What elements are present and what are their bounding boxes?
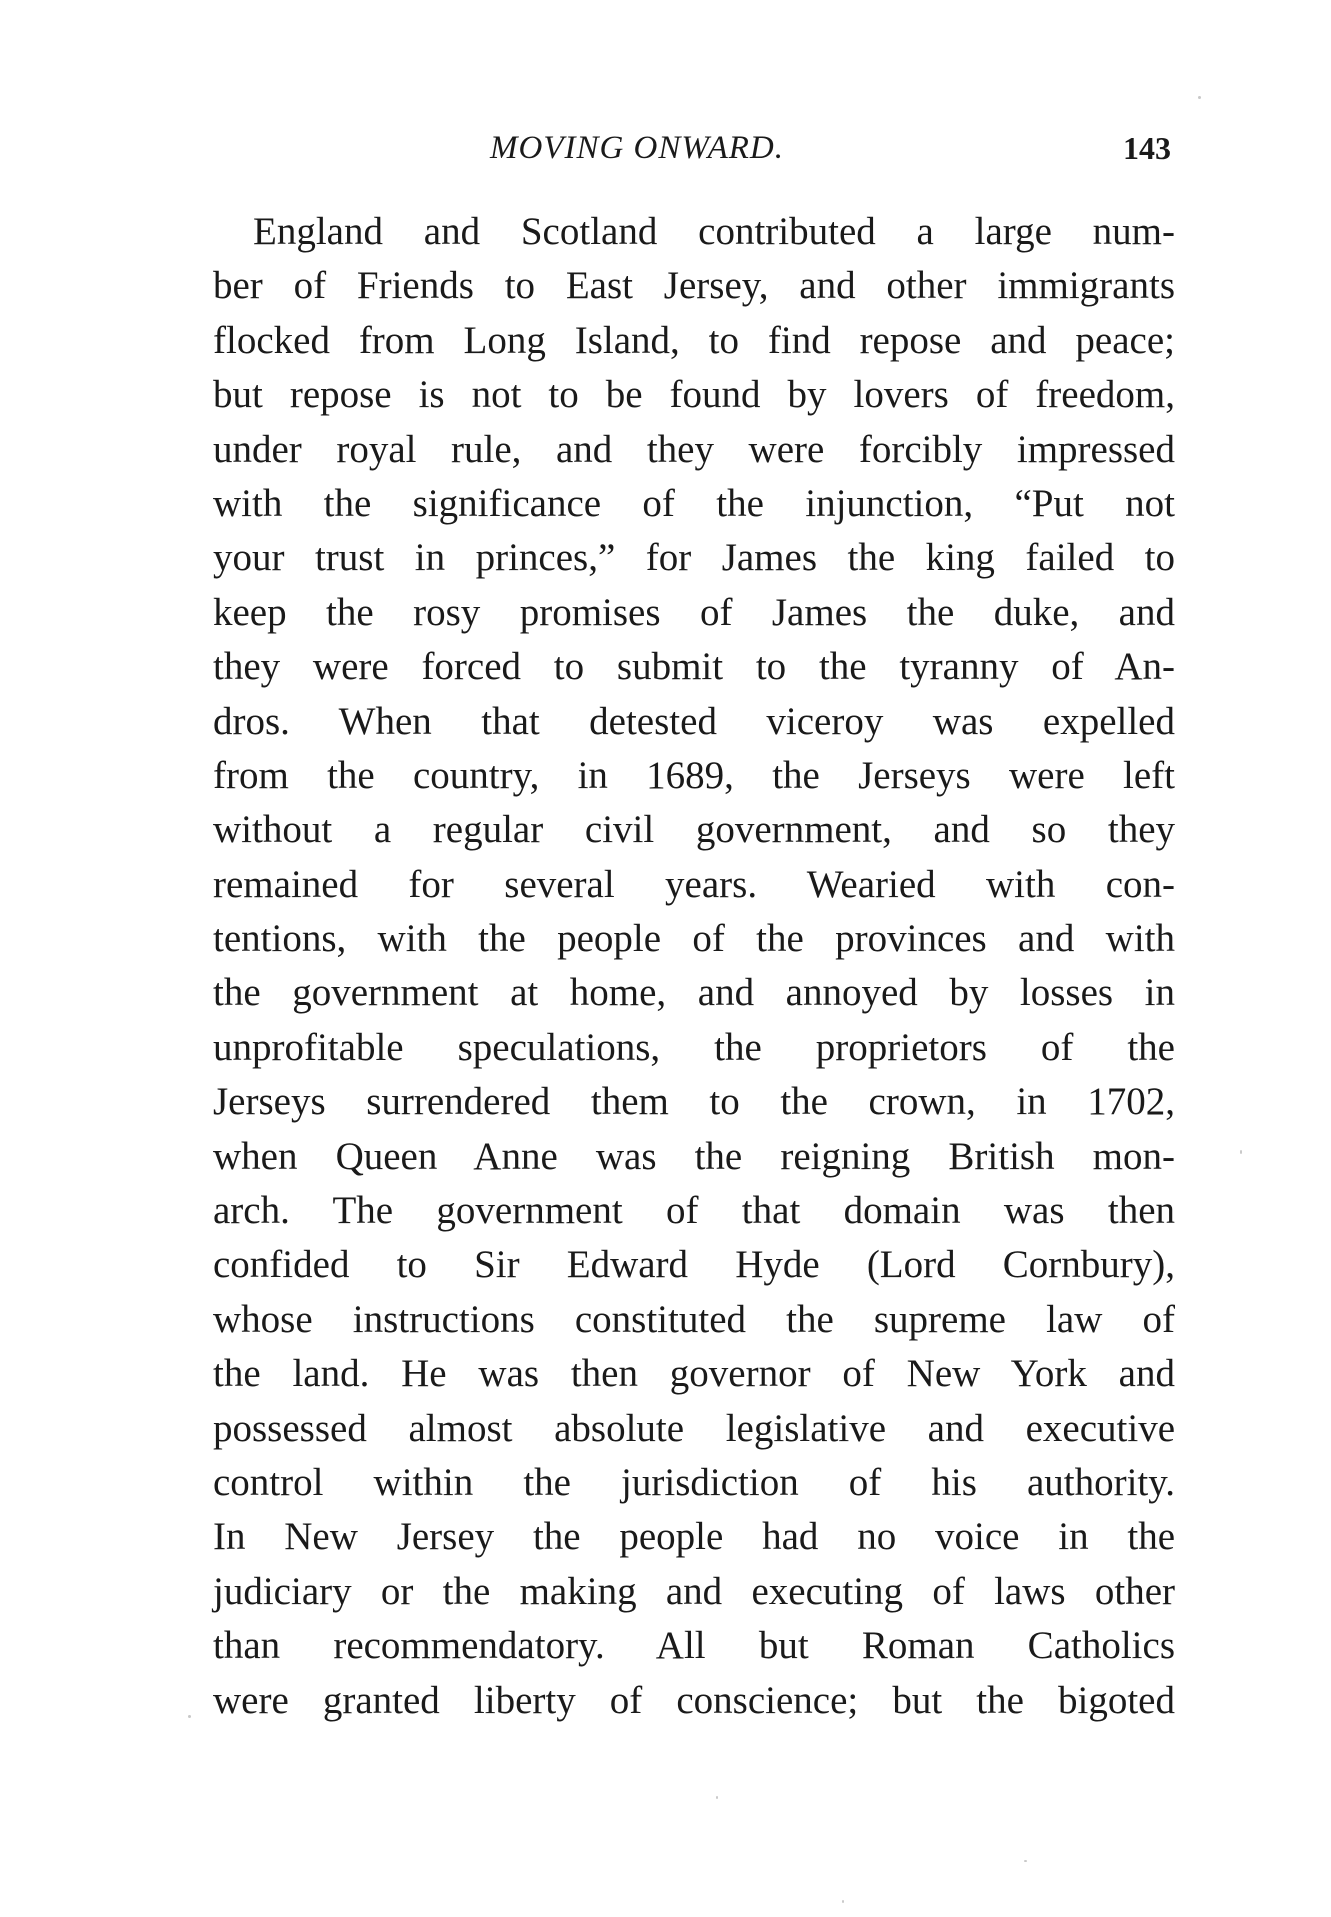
text-line: your trust in princes,” for James the king failed to (213, 536, 1175, 580)
text-line: under royal rule, and they were forcibly impressed (213, 427, 1175, 471)
text-line: from the country, in 1689, the Jerseys were left (213, 753, 1175, 797)
paper-speck (1024, 1860, 1027, 1862)
text-line: judiciary or the making and executing of laws other (213, 1569, 1175, 1613)
text-line: ber of Friends to East Jersey, and other immigrants (213, 264, 1175, 308)
text-line: Jerseys surrendered them to the crown, in 1702, (213, 1080, 1175, 1124)
running-head (213, 124, 1175, 172)
text-line: the government at home, and annoyed by losses in (213, 971, 1175, 1015)
body-text (213, 205, 1175, 1728)
text-line: they were forced to submit to the tyranny of An- (213, 645, 1175, 689)
paper-speck (188, 1715, 191, 1718)
text-line: In New Jersey the people had no voice in the (213, 1515, 1175, 1559)
paper-speck (1240, 1150, 1242, 1154)
text-line: flocked from Long Island, to find repose and peace; (213, 318, 1175, 362)
text-line: arch. The government of that domain was then (213, 1189, 1175, 1233)
running-title: MOVING ONWARD. (490, 130, 784, 166)
text-line: than recommendatory. All but Roman Catholics (213, 1624, 1175, 1668)
page-number: 143 (1123, 130, 1171, 166)
text-line: whose instructions constituted the supreme law of (213, 1297, 1175, 1341)
text-line: remained for several years. Wearied with con- (213, 862, 1175, 906)
text-line: without a regular civil government, and so they (213, 808, 1175, 852)
text-line: but repose is not to be found by lovers of freedom, (213, 373, 1175, 417)
text-line: control within the jurisdiction of his authority. (213, 1460, 1175, 1504)
text-line: were granted liberty of conscience; but the bigoted (213, 1678, 1175, 1722)
text-line: the land. He was then governor of New York and (213, 1352, 1175, 1396)
text-line: keep the rosy promises of James the duke, and (213, 590, 1175, 634)
text-line: confided to Sir Edward Hyde (Lord Cornbury), (213, 1243, 1175, 1287)
text-line: with the significance of the injunction, “Put not (213, 481, 1175, 525)
text-line: dros. When that detested viceroy was expelled (213, 699, 1175, 743)
text-line: unprofitable speculations, the proprietors of the (213, 1025, 1175, 1069)
paper-speck (716, 1796, 718, 1799)
text-line: England and Scotland contributed a large num- (253, 210, 1175, 253)
text-line: tentions, with the people of the provinces and with (213, 917, 1175, 961)
text-line: possessed almost absolute legislative and executive (213, 1406, 1175, 1450)
paper-speck (842, 1900, 844, 1903)
text-line: when Queen Anne was the reigning British mon- (213, 1134, 1175, 1178)
paper-speck (1198, 96, 1201, 99)
